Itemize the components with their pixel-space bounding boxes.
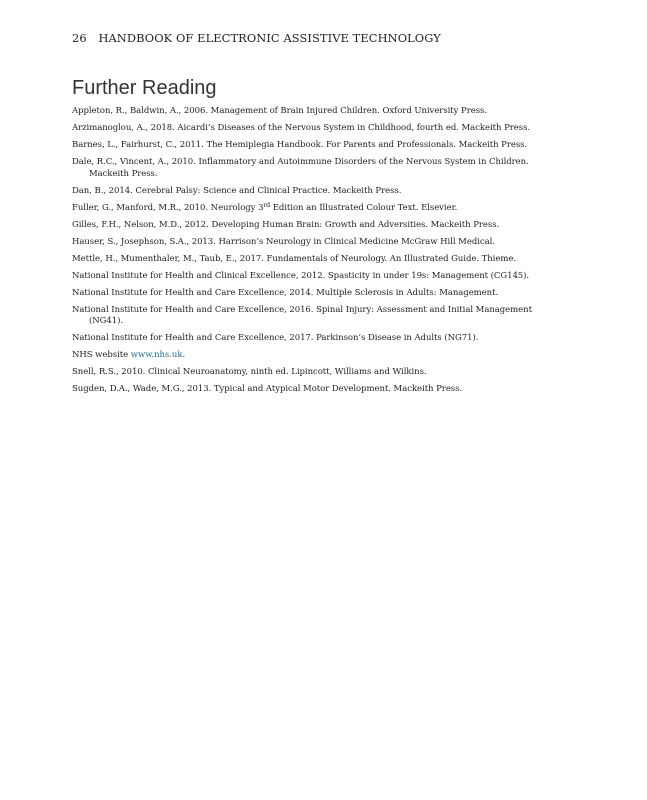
section-title: Further Reading [72,77,217,99]
reference-item: Gilles, F.H., Nelson, M.D., 2012. Developing Human Brain: Growth and Adversities. Mackeith Press. [72,219,500,230]
reference-item: Appleton, R., Baldwin, A., 2006. Management of Brain Injured Children. Oxford University Press. [72,106,487,116]
reference-text: Edition an Illustrated Colour Text. Elsevier. [270,202,458,213]
reference-item-fuller [72,203,562,215]
reference-item: Dan, B., 2014. Cerebral Palsy: Science and Clinical Practice. Mackeith Press. [72,185,402,196]
running-title: HANDBOOK OF ELECTRONIC ASSISTIVE TECHNOLOGY [98,31,441,45]
reference-text: NHS website [72,350,131,360]
reference-item: National Institute for Health and Care Excellence, 2016. Spinal Injury: Assessment and Initial Management (NG41). [72,304,532,326]
reference-text: . [182,350,186,360]
reference-item: National Institute for Health and Care Excellence, 2014. Multiple Sclerosis in Adults: Management. [72,287,499,298]
running-head [72,31,441,45]
reference-item: National Institute for Health and Care Excellence, 2017. Parkinson’s Disease in Adults (NG71). [72,333,479,343]
page-number: 26 [72,31,87,45]
reference-item: Mettle, H., Mumenthaler, M., Taub, E., 2017. Fundamentals of Neurology. An Illustrated Guide. Thieme. [72,253,516,264]
reference-item: Snell, R.S., 2010. Clinical Neuroanatomy, ninth ed. Lipincott, Williams and Wilkins. [72,367,427,377]
reference-item-nhs [72,350,562,362]
reference-item: Barnes, L., Fairhurst, C., 2011. The Hemiplegia Handbook. For Parents and Professionals. Mackeith Press. [72,140,528,150]
reference-text: Fuller, G., Manford, M.R., 2010. Neurology 3 [72,202,264,213]
reference-item: Hauser, S., Josephson, S.A., 2013. Harrison’s Neurology in Clinical Medicine McGraw Hill Medical. [72,236,495,247]
superscript-ordinal: rd [263,201,271,209]
reference-item: Sugden, D.A., Wade, M.G., 2013. Typical and Atypical Motor Development. Mackeith Press. [72,384,463,394]
reference-list [72,106,562,401]
reference-item: Dale, R.C., Vincent, A., 2010. Inflammatory and Autoimmune Disorders of the Nervous System in Children. Mackeith Press. [72,157,529,179]
nhs-website-link[interactable]: www.nhs.uk [130,350,183,360]
reference-item: Arzimanoglou, A., 2018. Aicardi’s Diseases of the Nervous System in Childhood, fourth ed. Mackeith Press. [72,123,531,133]
reference-item: National Institute for Health and Clinical Excellence, 2012. Spasticity in under 19s: Management (CG145). [72,270,530,281]
